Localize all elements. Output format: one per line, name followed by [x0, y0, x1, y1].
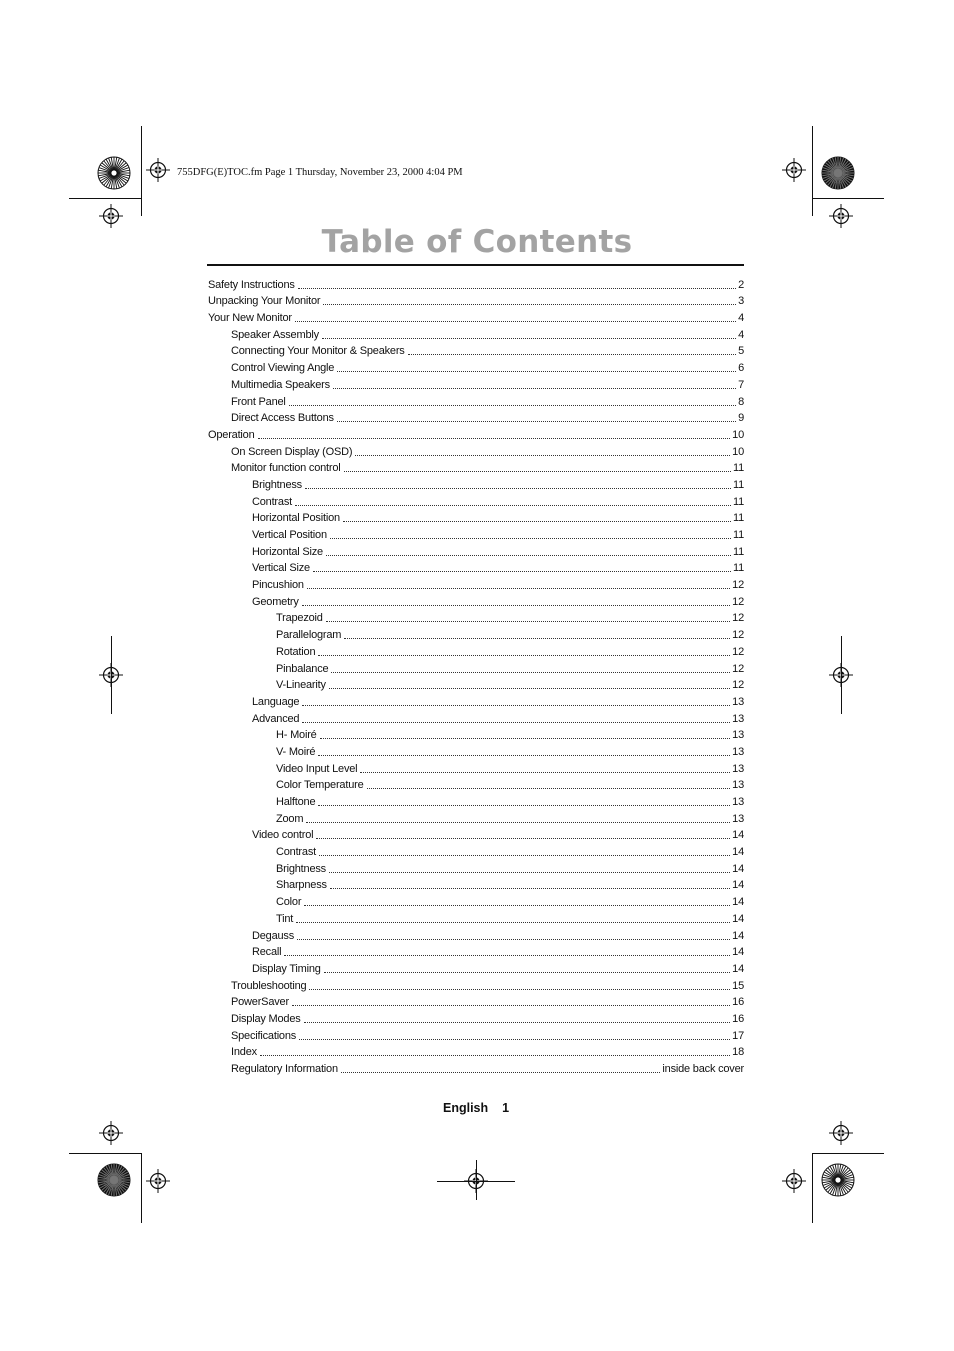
toc-entry-page: 12	[732, 579, 744, 592]
toc-entry-label: Rotation	[276, 645, 316, 658]
toc-entry-label: Color Temperature	[276, 779, 364, 792]
crosshair-registration-icon	[829, 204, 853, 228]
toc-entry	[207, 425, 744, 442]
dot-leader	[329, 871, 730, 873]
crosshair-registration-icon	[146, 1169, 170, 1193]
toc-entry	[207, 1026, 744, 1043]
toc-entry	[207, 742, 744, 759]
toc-entry-page: 3	[738, 295, 744, 308]
toc-entry-page: 11	[732, 495, 744, 508]
toc-entry-page: 11	[732, 478, 744, 491]
toc-entry	[207, 592, 744, 609]
toc-entry	[207, 342, 744, 359]
toc-entry	[207, 575, 744, 592]
toc-entry-page: 11	[732, 462, 744, 475]
table-of-contents	[207, 275, 744, 1076]
toc-entry-label: Advanced	[252, 712, 300, 725]
toc-entry-label: Monitor function control	[231, 462, 341, 475]
crop-mark	[141, 1153, 142, 1223]
toc-entry-label: Your New Monitor	[208, 312, 292, 325]
toc-entry-page: 14	[732, 862, 744, 875]
crop-mark	[111, 636, 112, 714]
toc-entry-label: V- Moiré	[276, 745, 316, 758]
dot-leader	[330, 537, 731, 539]
title-rule	[207, 264, 744, 266]
toc-entry-page: 12	[732, 629, 744, 642]
toc-entry-label: Horizontal Size	[252, 545, 323, 558]
footer-page-number: 1	[502, 1101, 510, 1115]
toc-entry-label: Specifications	[231, 1029, 297, 1042]
crop-mark	[841, 636, 842, 714]
toc-entry	[207, 625, 744, 642]
dot-leader	[329, 687, 730, 689]
toc-entry-label: Zoom	[276, 812, 304, 825]
dot-leader	[326, 620, 730, 622]
toc-entry-label: Recall	[252, 946, 282, 959]
crop-mark	[812, 1153, 884, 1154]
toc-entry	[207, 809, 744, 826]
toc-entry-page: 16	[732, 1012, 744, 1025]
dot-leader	[260, 1054, 730, 1056]
toc-entry-page: 13	[732, 712, 744, 725]
toc-entry	[207, 726, 744, 743]
toc-entry-label: Troubleshooting	[231, 979, 307, 992]
dot-leader	[318, 804, 730, 806]
toc-entry-label: Tint	[276, 912, 294, 925]
dot-leader	[302, 721, 730, 723]
toc-entry-label: Halftone	[276, 796, 316, 808]
toc-entry	[207, 459, 744, 476]
toc-entry-label: Multimedia Speakers	[231, 378, 330, 391]
dot-leader	[320, 737, 731, 739]
toc-entry-page: 9	[738, 412, 744, 425]
dot-leader	[302, 704, 730, 706]
toc-entry	[207, 692, 744, 709]
dot-leader	[344, 637, 730, 639]
dot-leader	[337, 370, 736, 372]
starburst-target-icon	[97, 1163, 131, 1197]
crop-mark	[476, 1160, 477, 1200]
dot-leader	[318, 654, 730, 656]
toc-entry-page: 11	[732, 562, 744, 575]
page-title: Table of Contents	[321, 224, 633, 260]
toc-entry-label: Pincushion	[252, 579, 304, 592]
toc-entry-page: 12	[732, 679, 744, 692]
toc-entry	[207, 1059, 744, 1076]
toc-entry	[207, 976, 744, 993]
toc-entry	[207, 776, 744, 793]
crop-mark	[69, 1153, 141, 1154]
dot-leader	[313, 570, 731, 572]
toc-entry-page: 14	[732, 896, 744, 909]
crop-mark	[141, 126, 142, 216]
toc-entry-page: 5	[738, 345, 744, 358]
toc-entry-label: Front Panel	[231, 395, 286, 408]
dot-leader	[318, 754, 730, 756]
toc-entry-label: Vertical Size	[252, 562, 310, 575]
toc-entry	[207, 759, 744, 776]
dot-leader	[292, 1004, 730, 1006]
toc-entry-label: Video Input Level	[276, 762, 358, 775]
toc-entry-label: Safety Instructions	[208, 278, 295, 291]
dot-leader	[309, 988, 730, 990]
dot-leader	[319, 854, 730, 856]
dot-leader	[297, 938, 730, 940]
toc-entry	[207, 792, 744, 809]
dot-leader	[295, 504, 731, 506]
toc-entry	[207, 909, 744, 926]
dot-leader	[322, 337, 736, 339]
dot-leader	[307, 587, 730, 589]
toc-entry	[207, 409, 744, 426]
dot-leader	[258, 437, 731, 439]
toc-entry	[207, 292, 744, 309]
dot-leader	[299, 1038, 730, 1040]
toc-entry-label: Sharpness	[276, 879, 327, 892]
dot-leader	[333, 387, 736, 389]
dot-leader	[330, 887, 730, 889]
toc-entry	[207, 325, 744, 342]
dot-leader	[304, 1021, 731, 1023]
toc-entry-label: Regulatory Information	[231, 1063, 338, 1075]
toc-entry	[207, 509, 744, 526]
toc-entry	[207, 926, 744, 943]
toc-entry-page: 14	[732, 879, 744, 892]
starburst-target-icon	[821, 156, 855, 190]
toc-entry-label: On Screen Display (OSD)	[231, 445, 353, 458]
toc-entry-label: Video control	[252, 829, 314, 842]
toc-entry	[207, 1043, 744, 1060]
toc-entry-page: 14	[732, 929, 744, 942]
dot-leader	[323, 303, 736, 305]
toc-entry-label: Language	[252, 695, 300, 708]
dot-leader	[284, 954, 730, 956]
toc-entry	[207, 442, 744, 459]
toc-entry-label: Index	[231, 1046, 257, 1059]
toc-entry-page: 11	[732, 529, 744, 541]
toc-entry-page: 7	[738, 378, 744, 391]
toc-entry-page: 13	[732, 729, 744, 742]
dot-leader	[344, 470, 731, 472]
dot-leader	[343, 520, 731, 522]
crosshair-registration-icon	[99, 204, 123, 228]
toc-entry-page: 13	[732, 745, 744, 758]
toc-entry	[207, 375, 744, 392]
toc-entry	[207, 542, 744, 559]
toc-entry-page: 12	[732, 595, 744, 608]
dot-leader	[316, 837, 730, 839]
toc-entry	[207, 475, 744, 492]
toc-entry-page: 14	[732, 946, 744, 959]
crosshair-registration-icon	[782, 158, 806, 182]
toc-entry	[207, 642, 744, 659]
toc-entry-page: 14	[732, 829, 744, 842]
toc-entry	[207, 676, 744, 693]
toc-entry-page: 11	[732, 512, 744, 525]
dot-leader	[337, 420, 736, 422]
toc-entry-label: PowerSaver	[231, 996, 289, 1009]
toc-entry	[207, 1009, 744, 1026]
dot-leader	[341, 1071, 661, 1073]
dot-leader	[305, 487, 731, 489]
toc-entry-label: Degauss	[252, 929, 295, 942]
crosshair-registration-icon	[829, 1121, 853, 1145]
dot-leader	[306, 821, 730, 823]
dot-leader	[326, 554, 731, 556]
toc-entry-page: 10	[732, 445, 744, 458]
toc-entry	[207, 959, 744, 976]
toc-entry-label: Brightness	[276, 862, 326, 875]
toc-entry-label: Color	[276, 896, 302, 909]
toc-entry-label: Parallelogram	[276, 629, 342, 642]
toc-entry-label: Display Modes	[231, 1012, 301, 1025]
crosshair-registration-icon	[782, 1169, 806, 1193]
toc-entry-page: 17	[732, 1029, 744, 1042]
toc-entry	[207, 559, 744, 576]
toc-entry-page: 4	[738, 328, 744, 341]
toc-entry-page: 14	[732, 846, 744, 859]
toc-entry	[207, 609, 744, 626]
toc-entry-label: Direct Access Buttons	[231, 412, 334, 425]
toc-entry-page: 13	[732, 812, 744, 825]
toc-entry-page: 4	[738, 312, 744, 325]
toc-entry-page: 13	[732, 762, 744, 775]
toc-entry-page: 14	[732, 912, 744, 925]
toc-entry-page: 13	[732, 695, 744, 708]
toc-entry	[207, 358, 744, 375]
toc-entry-label: Vertical Position	[252, 529, 327, 541]
toc-entry-page: 6	[738, 362, 744, 375]
dot-leader	[355, 454, 730, 456]
crosshair-registration-icon	[146, 158, 170, 182]
dot-leader	[408, 353, 736, 355]
toc-entry	[207, 525, 744, 542]
dot-leader	[331, 671, 730, 673]
toc-entry	[207, 275, 744, 292]
toc-entry-page: 12	[732, 662, 744, 675]
page-footer	[443, 1101, 509, 1115]
toc-entry-page: 10	[732, 428, 744, 441]
toc-entry-page: 15	[732, 979, 744, 992]
toc-entry	[207, 709, 744, 726]
starburst-target-icon	[821, 1163, 855, 1197]
toc-entry	[207, 492, 744, 509]
toc-entry-label: Pinbalance	[276, 662, 329, 675]
toc-entry-page: 11	[732, 545, 744, 558]
crop-mark	[69, 198, 141, 199]
toc-entry-page: 13	[732, 796, 744, 808]
running-head: 755DFG(E)TOC.fm Page 1 Thursday, November 23, 2000 4:04 PM	[177, 167, 463, 178]
toc-entry-label: H- Moiré	[276, 729, 317, 742]
crop-mark	[812, 126, 813, 216]
toc-entry-page: 18	[732, 1046, 744, 1059]
toc-entry	[207, 876, 744, 893]
toc-entry-label: Unpacking Your Monitor	[208, 295, 321, 308]
toc-entry-label: Horizontal Position	[252, 512, 340, 525]
dot-leader	[360, 771, 730, 773]
crop-mark	[812, 1153, 813, 1223]
toc-entry-label: Connecting Your Monitor & Speakers	[231, 345, 405, 358]
dot-leader	[289, 404, 736, 406]
toc-entry-page: 12	[732, 645, 744, 658]
toc-entry	[207, 943, 744, 960]
toc-entry-label: Display Timing	[252, 962, 321, 975]
toc-entry	[207, 308, 744, 325]
toc-entry	[207, 842, 744, 859]
toc-entry	[207, 659, 744, 676]
toc-entry	[207, 993, 744, 1010]
toc-entry	[207, 859, 744, 876]
toc-entry-page: 13	[732, 779, 744, 792]
toc-entry-page: 2	[738, 278, 744, 291]
toc-entry	[207, 892, 744, 909]
toc-entry-label: Brightness	[252, 478, 302, 491]
toc-entry-page: inside back cover	[662, 1063, 744, 1075]
toc-entry-label: Contrast	[276, 846, 316, 859]
toc-entry-label: Speaker Assembly	[231, 328, 319, 341]
crosshair-registration-icon	[99, 1121, 123, 1145]
dot-leader	[304, 904, 730, 906]
toc-entry-label: V-Linearity	[276, 679, 326, 692]
dot-leader	[298, 287, 736, 289]
toc-entry-page: 14	[732, 962, 744, 975]
dot-leader	[296, 921, 730, 923]
toc-entry-label: Control Viewing Angle	[231, 362, 335, 375]
toc-entry	[207, 826, 744, 843]
toc-entry	[207, 392, 744, 409]
dot-leader	[367, 787, 731, 789]
crop-mark	[812, 198, 884, 199]
toc-entry-label: Operation	[208, 428, 255, 441]
footer-language: English	[443, 1101, 489, 1115]
toc-entry-label: Geometry	[252, 595, 299, 608]
dot-leader	[295, 320, 736, 322]
toc-entry-page: 8	[738, 395, 744, 408]
toc-entry-page: 16	[732, 996, 744, 1009]
toc-entry-label: Trapezoid	[276, 612, 323, 625]
toc-entry-page: 12	[732, 612, 744, 625]
starburst-target-icon	[97, 156, 131, 190]
dot-leader	[324, 971, 730, 973]
dot-leader	[302, 604, 730, 606]
toc-entry-label: Contrast	[252, 495, 292, 508]
